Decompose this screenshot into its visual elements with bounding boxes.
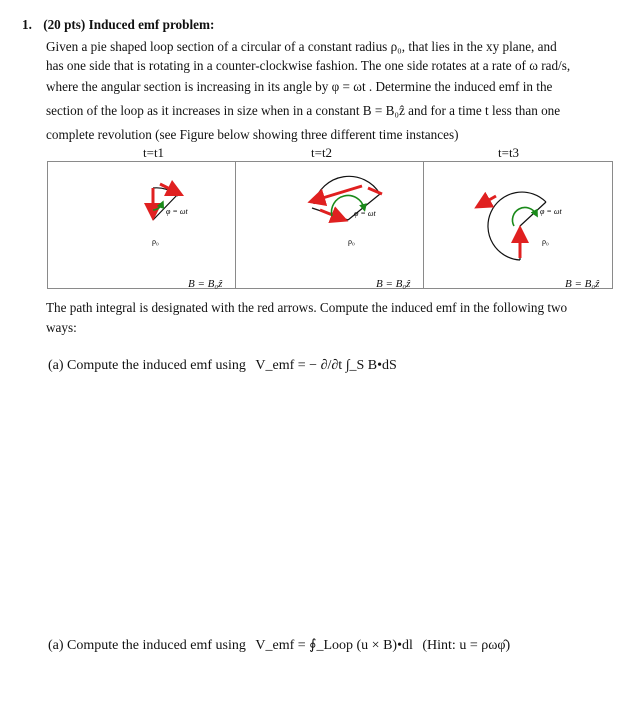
part-a-formula: V_emf = − ∂/∂t ∫_S B•dS	[255, 358, 397, 373]
angle-label-t2: φ = ωt	[354, 209, 376, 218]
angle-label-t1: φ = ωt	[166, 207, 188, 216]
part-b-label: (a) Compute the induced emf using	[48, 638, 246, 653]
figure-panel-t3	[423, 161, 613, 289]
time-label-3: t=t3	[498, 145, 520, 160]
part-a-label: (a) Compute the induced emf using	[48, 358, 246, 373]
path-text-line-2: ways:	[46, 320, 77, 335]
part-a-question	[48, 358, 397, 374]
part-b-question	[48, 637, 510, 654]
intro-line-1: Given a pie shaped loop section of a circular of a constant radius ρ₀, that lies in the xy plane, and	[46, 39, 557, 54]
intro-line-5: complete revolution (see Figure below showing three different time instances)	[46, 127, 459, 142]
field-caption-t2: B = B₀ẑ	[376, 278, 411, 290]
time-label-2: t=t2	[311, 145, 333, 160]
time-label-1: t=t1	[143, 145, 165, 160]
problem-heading	[22, 17, 214, 33]
field-caption-t1: B = B₀ẑ	[188, 278, 223, 290]
figure-panel-t1	[47, 161, 237, 289]
problem-number: 1.	[22, 17, 32, 32]
intro-line-4: section of the loop as it increases in size when in a constant B = B₀ẑ and for a time t less than one	[46, 103, 561, 118]
radius-label-t3: ρ₀	[542, 237, 549, 246]
part-b-formula: V_emf = ∮_Loop (u × B)•dl	[255, 638, 413, 653]
pie-loop-diagram-t1	[48, 162, 236, 288]
pie-loop-diagram-t2	[236, 162, 424, 288]
radius-label-t2: ρ₀	[348, 237, 355, 246]
field-caption-t3: B = B₀ẑ	[565, 278, 600, 290]
radius-label-t1: ρ₀	[152, 237, 159, 246]
intro-line-3: where the angular section is increasing in its angle by φ = ωt . Determine the induced emf in the	[46, 79, 553, 94]
angle-label-t3: φ = ωt	[540, 207, 562, 216]
problem-title: (20 pts) Induced emf problem:	[43, 17, 215, 32]
figure-panel-t2	[235, 161, 425, 289]
part-b-hint: (Hint: u = ρωφ̂)	[422, 638, 511, 653]
intro-line-2: has one side that is rotating in a counter-clockwise fashion. The one side rotates at a rate of ω rad/s,	[46, 58, 571, 73]
pie-loop-diagram-t3	[424, 162, 612, 288]
path-text-line-1: The path integral is designated with the red arrows. Compute the induced emf in the following two	[46, 300, 568, 315]
